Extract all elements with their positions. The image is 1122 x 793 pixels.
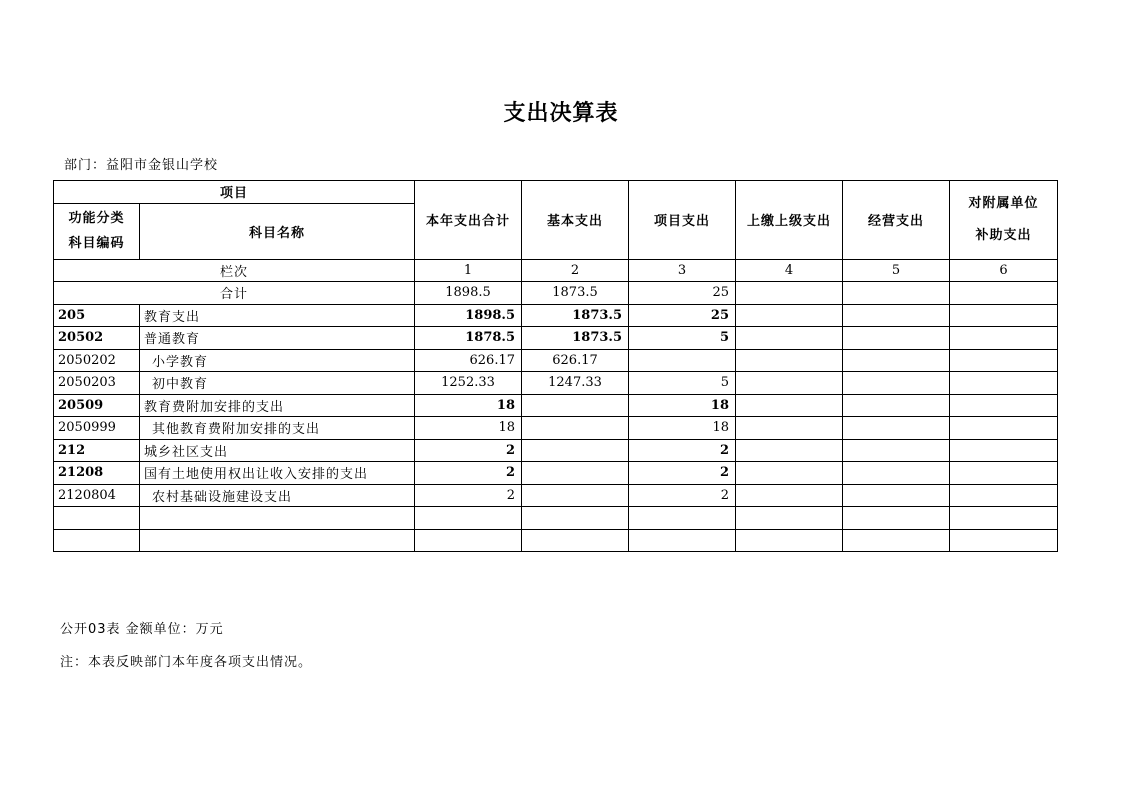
row-project: 5 (629, 327, 736, 350)
row-code: 20502 (54, 327, 140, 350)
row-business (843, 394, 950, 417)
lanci-num: 3 (629, 259, 736, 282)
row-business (843, 484, 950, 507)
header-func-code-line2: 科目编码 (68, 236, 125, 251)
row-total: 626.17 (415, 349, 522, 372)
row-subject-name: 农村基础设施建设支出 (140, 484, 415, 507)
lanci-label: 栏次 (54, 259, 415, 282)
row-business (843, 417, 950, 440)
lanci-row (54, 259, 1058, 282)
row-code: 2050203 (54, 372, 140, 395)
row-basic: 626.17 (522, 349, 629, 372)
row-basic (522, 439, 629, 462)
row-business (843, 304, 950, 327)
row-upper (736, 439, 843, 462)
row-project: 2 (629, 462, 736, 485)
row-basic (522, 484, 629, 507)
row-subsidy (950, 417, 1058, 440)
row-code: 2050999 (54, 417, 140, 440)
total-business (843, 282, 950, 305)
lanci-num: 6 (950, 259, 1058, 282)
total-upper (736, 282, 843, 305)
row-total: 1898.5 (415, 304, 522, 327)
row-basic: 1873.5 (522, 304, 629, 327)
lanci-num: 2 (522, 259, 629, 282)
row-upper (736, 349, 843, 372)
row-basic (522, 417, 629, 440)
row-subsidy (950, 462, 1058, 485)
row-subject-name: 小学教育 (140, 349, 415, 372)
header-business: 经营支出 (843, 181, 950, 260)
total-label: 合计 (54, 282, 415, 305)
table-row (54, 484, 1058, 507)
table-row (54, 394, 1058, 417)
row-total: 1878.5 (415, 327, 522, 350)
row-subsidy (950, 372, 1058, 395)
row-subject-name: 教育费附加安排的支出 (140, 394, 415, 417)
lanci-num: 5 (843, 259, 950, 282)
header-subsidy-line2: 补助支出 (975, 227, 1032, 243)
row-total: 2 (415, 484, 522, 507)
header-upper: 上缴上级支出 (736, 181, 843, 260)
row-subsidy (950, 484, 1058, 507)
row-subject-name: 其他教育费附加安排的支出 (140, 417, 415, 440)
row-basic (522, 462, 629, 485)
table-row (54, 417, 1058, 440)
row-total: 18 (415, 417, 522, 440)
row-project: 18 (629, 394, 736, 417)
row-code: 20509 (54, 394, 140, 417)
row-business (843, 349, 950, 372)
table-row (54, 439, 1058, 462)
row-upper (736, 372, 843, 395)
row-subject-name: 普通教育 (140, 327, 415, 350)
header-subject-name: 科目名称 (140, 203, 415, 259)
blank-row (54, 529, 1058, 552)
expenditure-table (53, 180, 1058, 552)
row-upper (736, 394, 843, 417)
row-total: 1252.33 (415, 372, 522, 395)
row-business (843, 327, 950, 350)
blank-row (54, 507, 1058, 530)
total-total: 1898.5 (415, 282, 522, 305)
row-subsidy (950, 327, 1058, 350)
row-subject-name: 初中教育 (140, 372, 415, 395)
row-subject-name: 城乡社区支出 (140, 439, 415, 462)
row-total: 2 (415, 439, 522, 462)
row-project (629, 349, 736, 372)
row-total: 18 (415, 394, 522, 417)
row-business (843, 372, 950, 395)
row-basic: 1873.5 (522, 327, 629, 350)
row-project: 2 (629, 439, 736, 462)
row-upper (736, 462, 843, 485)
lanci-num: 1 (415, 259, 522, 282)
total-project: 25 (629, 282, 736, 305)
row-upper (736, 327, 843, 350)
row-project: 18 (629, 417, 736, 440)
header-basic: 基本支出 (522, 181, 629, 260)
row-upper (736, 484, 843, 507)
row-business (843, 462, 950, 485)
row-subject-name: 教育支出 (140, 304, 415, 327)
form-unit-note: 公开03表 金额单位：万元 (60, 622, 224, 637)
header-total: 本年支出合计 (415, 181, 522, 260)
table-row (54, 349, 1058, 372)
header-func-code-line1: 功能分类 (68, 211, 125, 226)
row-project: 25 (629, 304, 736, 327)
row-code: 2050202 (54, 349, 140, 372)
explanation-note: 注：本表反映部门本年度各项支出情况。 (60, 655, 313, 670)
header-xiangmu: 项目 (54, 181, 415, 204)
row-project: 5 (629, 372, 736, 395)
table-row (54, 327, 1058, 350)
total-basic: 1873.5 (522, 282, 629, 305)
row-total: 2 (415, 462, 522, 485)
row-subject-name: 国有土地使用权出让收入安排的支出 (140, 462, 415, 485)
header-project: 项目支出 (629, 181, 736, 260)
department-label: 部门：益阳市金银山学校 (64, 158, 219, 173)
row-upper (736, 417, 843, 440)
row-project: 2 (629, 484, 736, 507)
row-business (843, 439, 950, 462)
header-func-code (54, 203, 140, 259)
row-upper (736, 304, 843, 327)
table-row (54, 372, 1058, 395)
row-basic (522, 394, 629, 417)
row-subsidy (950, 349, 1058, 372)
total-subsidy (950, 282, 1058, 305)
row-code: 205 (54, 304, 140, 327)
page-title: 支出决算表 (503, 101, 619, 126)
row-code: 212 (54, 439, 140, 462)
row-basic: 1247.33 (522, 372, 629, 395)
row-subsidy (950, 394, 1058, 417)
table-row (54, 462, 1058, 485)
header-subsidy-line1: 对附属单位 (968, 195, 1039, 211)
row-subsidy (950, 439, 1058, 462)
total-row (54, 282, 1058, 305)
header-subsidy (950, 181, 1058, 260)
table-row (54, 304, 1058, 327)
row-subsidy (950, 304, 1058, 327)
row-code: 21208 (54, 462, 140, 485)
row-code: 2120804 (54, 484, 140, 507)
lanci-num: 4 (736, 259, 843, 282)
